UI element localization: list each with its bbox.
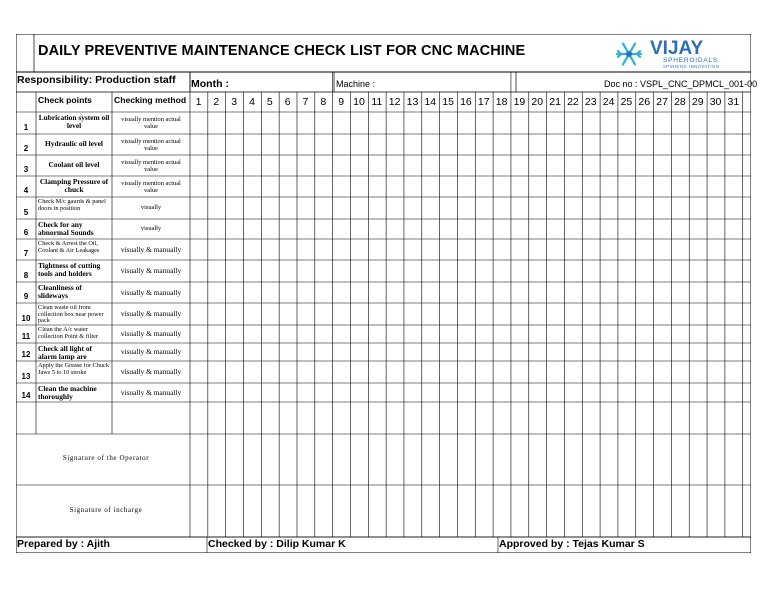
check-point-text: Clean the A/c water collection Point & filter (38, 327, 98, 340)
row-number: 7 (23, 249, 29, 258)
checked-by: Checked by : Dilip Kumar K (208, 538, 346, 550)
day-header-17: 17 (477, 96, 490, 108)
day-header-20: 20 (531, 96, 544, 108)
day-header-26: 26 (638, 96, 651, 108)
day-header-27: 27 (656, 96, 668, 108)
logo-name: VIJAY (650, 38, 704, 59)
month-label: Month : (191, 78, 229, 90)
day-header-15: 15 (442, 96, 454, 108)
day-header-24: 24 (602, 96, 615, 108)
day-header-29: 29 (691, 96, 704, 108)
day-header-13: 13 (406, 96, 419, 108)
doc-number: Doc no : VSPL_CNC_DPMCL_001-00 (604, 79, 758, 89)
day-header-7: 7 (302, 96, 309, 108)
day-header-9: 9 (338, 96, 345, 108)
check-point-text: Coolant oil level (48, 160, 100, 169)
row-number: 11 (21, 332, 31, 341)
checking-method-text: visually mention actual value (121, 158, 181, 173)
incharge-signature-label: Signature of incharge (69, 506, 143, 514)
day-header-2: 2 (213, 96, 220, 108)
day-header-25: 25 (620, 96, 633, 108)
logo-subtitle: SPHEROIDALS (663, 57, 719, 64)
check-point-text: Check M/c gaurds & panel doors in position (38, 199, 106, 212)
checking-method-text: visually (140, 204, 162, 211)
day-header-11: 11 (371, 96, 383, 108)
row-number: 13 (21, 372, 31, 381)
checking-method-text: visually & manually (120, 329, 182, 338)
checking-method-text: visually & manually (120, 244, 182, 254)
row-number: 6 (23, 228, 29, 237)
check-point-text: Clamping Pressure of chuck (39, 178, 109, 194)
prepared-by: Prepared by : Ajith (17, 538, 110, 550)
row-number: 2 (23, 144, 29, 153)
day-header-6: 6 (284, 96, 291, 108)
day-header-19: 19 (513, 96, 526, 108)
checking-method-text: visually mention actual value (121, 116, 181, 131)
day-header-3: 3 (231, 96, 238, 108)
check-point-text: Cleanliness of slideways (38, 284, 82, 300)
company-logo (612, 37, 742, 71)
check-point-text: Check & Arrest the Oil, Coolant & Air Leakages (38, 241, 100, 254)
day-header-10: 10 (353, 96, 365, 108)
row-number: 10 (21, 314, 31, 323)
machine-label: Machine : (336, 79, 376, 89)
operator-signature-label: Signature of the Operator (62, 454, 150, 462)
check-points-header: Check points (38, 95, 92, 105)
day-header-21: 21 (549, 96, 561, 108)
day-header-28: 28 (674, 96, 686, 108)
row-number: 12 (21, 350, 31, 359)
check-point-text: Check all light of alarm lamp are (38, 345, 92, 360)
page-title: DAILY PREVENTIVE MAINTENANCE CHECK LIST FOR CNC MACHINE (38, 43, 526, 59)
checking-method-text: visually & manually (120, 266, 182, 275)
checking-method-text: visually & manually (120, 309, 182, 318)
day-header-5: 5 (266, 96, 273, 108)
row-number: 9 (23, 292, 29, 301)
day-header-31: 31 (727, 96, 740, 108)
checking-method-text: visually (140, 225, 162, 232)
day-header-1: 1 (195, 96, 202, 108)
row-number: 5 (23, 208, 29, 217)
row-number: 4 (23, 186, 29, 195)
check-point-text: Tightness of cutting tools and holders (38, 262, 101, 278)
row-number: 3 (23, 165, 29, 174)
row-number: 1 (23, 123, 29, 132)
checking-method-header: Checking method (114, 95, 187, 105)
day-header-12: 12 (388, 96, 401, 108)
day-header-23: 23 (584, 96, 597, 108)
checklist-sheet (16, 34, 758, 553)
day-header-8: 8 (320, 96, 327, 108)
logo-tagline: SPINNING INNOVATION (663, 64, 720, 69)
day-header-4: 4 (249, 96, 255, 108)
day-header-16: 16 (460, 96, 472, 108)
checking-method-text: visually & manually (120, 387, 182, 397)
day-header-18: 18 (495, 96, 508, 108)
checking-method-text: visually mention actual value (121, 137, 181, 152)
checking-method-text: visually & manually (120, 347, 182, 356)
check-point-text: Check for any abnormal Sounds (38, 221, 94, 237)
check-point-text: Clean the machine thoroughly (38, 385, 97, 401)
day-header-22: 22 (567, 96, 579, 108)
snowflake-logo-icon (612, 37, 742, 71)
checking-method-text: visually & manually (120, 287, 182, 297)
day-header-14: 14 (424, 96, 437, 108)
checking-method-text: visually mention actual value (121, 179, 181, 194)
check-point-text: Apply the Grease for Chuck Jaws 5 to 10 stroke (38, 363, 109, 376)
responsibility-label: Responsibility: Production staff (17, 74, 176, 86)
checking-method-text: visually & manually (120, 367, 182, 376)
row-number: 14 (21, 391, 31, 400)
day-header-30: 30 (709, 96, 722, 108)
check-point-text: Clean waste oil from collection box near power pack (38, 305, 104, 324)
approved-by: Approved by : Tejas Kumar S (499, 538, 645, 550)
row-number: 8 (23, 271, 29, 280)
check-point-text: Lubrication system oil level (38, 114, 110, 130)
check-point-text: Hydraulic oil level (45, 139, 103, 148)
